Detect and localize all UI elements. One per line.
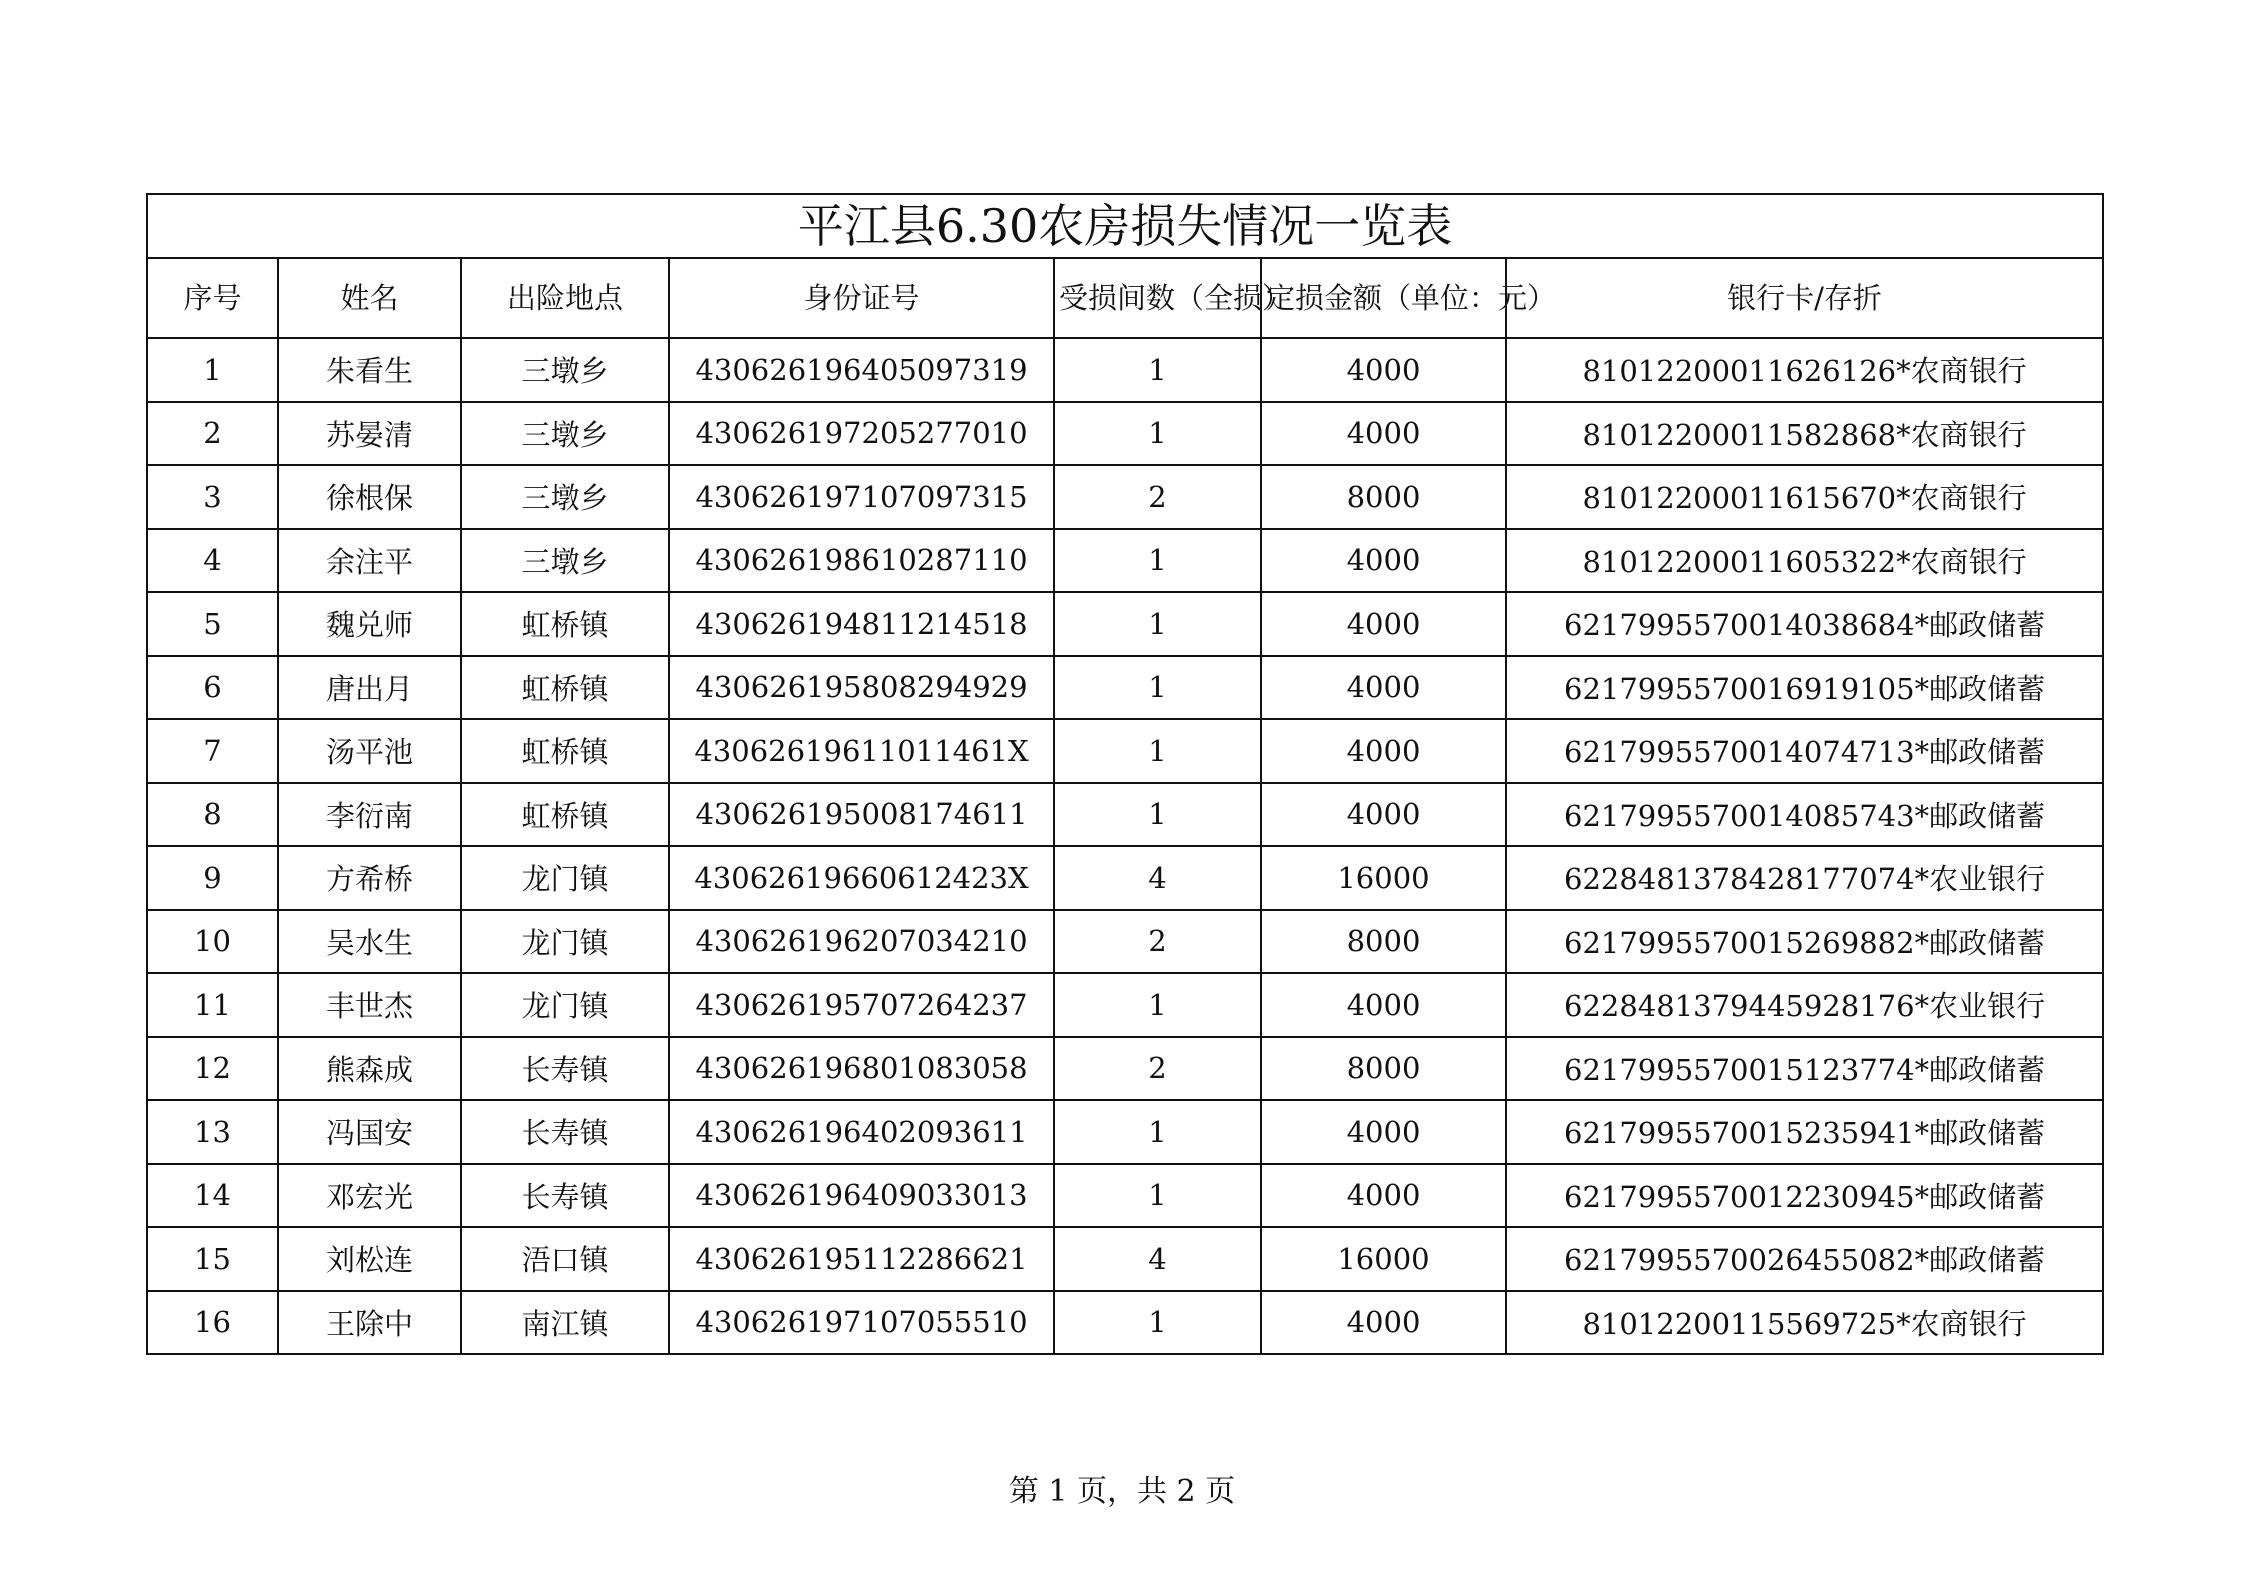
cell-amount: 4000 [1261, 529, 1506, 593]
cell-bank-account: 6217995570014085743*邮政储蓄 [1506, 783, 2103, 847]
cell-index: 15 [147, 1227, 278, 1291]
cell-index: 12 [147, 1037, 278, 1101]
cell-location: 三墩乡 [461, 402, 669, 466]
cell-index: 4 [147, 529, 278, 593]
cell-name: 吴水生 [278, 910, 461, 974]
cell-index: 16 [147, 1291, 278, 1355]
cell-damaged-rooms: 4 [1054, 846, 1261, 910]
cell-damaged-rooms: 4 [1054, 1227, 1261, 1291]
cell-bank-account: 6217995570014038684*邮政储蓄 [1506, 592, 2103, 656]
cell-amount: 16000 [1261, 1227, 1506, 1291]
cell-amount: 4000 [1261, 783, 1506, 847]
cell-location: 三墩乡 [461, 529, 669, 593]
cell-damaged-rooms: 1 [1054, 973, 1261, 1037]
cell-amount: 4000 [1261, 1164, 1506, 1228]
cell-bank-account: 81012200115569725*农商银行 [1506, 1291, 2103, 1355]
cell-damaged-rooms: 1 [1054, 338, 1261, 402]
cell-id-number: 430626197107055510 [669, 1291, 1054, 1355]
col-header-damaged-rooms: 受损间数（全损） [1054, 258, 1261, 338]
cell-amount: 4000 [1261, 1100, 1506, 1164]
cell-location: 三墩乡 [461, 338, 669, 402]
cell-location: 龙门镇 [461, 846, 669, 910]
cell-name: 唐出月 [278, 656, 461, 720]
cell-id-number: 430626194811214518 [669, 592, 1054, 656]
cell-amount: 4000 [1261, 973, 1506, 1037]
cell-bank-account: 6217995570026455082*邮政储蓄 [1506, 1227, 2103, 1291]
cell-location: 龙门镇 [461, 910, 669, 974]
cell-damaged-rooms: 1 [1054, 1291, 1261, 1355]
cell-index: 9 [147, 846, 278, 910]
cell-location: 虹桥镇 [461, 719, 669, 783]
cell-name: 丰世杰 [278, 973, 461, 1037]
cell-bank-account: 81012200011582868*农商银行 [1506, 402, 2103, 466]
cell-index: 8 [147, 783, 278, 847]
cell-bank-account: 6217995570015123774*邮政储蓄 [1506, 1037, 2103, 1101]
cell-amount: 4000 [1261, 1291, 1506, 1355]
cell-bank-account: 81012200011626126*农商银行 [1506, 338, 2103, 402]
cell-damaged-rooms: 1 [1054, 656, 1261, 720]
cell-index: 5 [147, 592, 278, 656]
cell-bank-account: 81012200011605322*农商银行 [1506, 529, 2103, 593]
cell-location: 虹桥镇 [461, 592, 669, 656]
cell-amount: 8000 [1261, 1037, 1506, 1101]
table-row [147, 783, 2103, 847]
cell-index: 2 [147, 402, 278, 466]
table-row [147, 1037, 2103, 1101]
cell-location: 南江镇 [461, 1291, 669, 1355]
cell-damaged-rooms: 1 [1054, 592, 1261, 656]
cell-amount: 8000 [1261, 910, 1506, 974]
cell-damaged-rooms: 1 [1054, 1164, 1261, 1228]
cell-amount: 4000 [1261, 402, 1506, 466]
table-row [147, 1291, 2103, 1355]
cell-location: 龙门镇 [461, 973, 669, 1037]
cell-id-number: 430626195112286621 [669, 1227, 1054, 1291]
cell-bank-account: 81012200011615670*农商银行 [1506, 465, 2103, 529]
table-row [147, 338, 2103, 402]
table-body [147, 338, 2103, 1354]
cell-location: 长寿镇 [461, 1037, 669, 1101]
cell-name: 朱看生 [278, 338, 461, 402]
table-title: 平江县6.30农房损失情况一览表 [147, 194, 2103, 258]
table-row [147, 465, 2103, 529]
table-row [147, 973, 2103, 1037]
cell-name: 邓宏光 [278, 1164, 461, 1228]
table-row [147, 910, 2103, 974]
cell-index: 7 [147, 719, 278, 783]
col-header-location: 出险地点 [461, 258, 669, 338]
cell-id-number: 430626197205277010 [669, 402, 1054, 466]
cell-index: 13 [147, 1100, 278, 1164]
cell-name: 魏兑师 [278, 592, 461, 656]
cell-name: 冯国安 [278, 1100, 461, 1164]
cell-name: 苏晏清 [278, 402, 461, 466]
cell-location: 虹桥镇 [461, 783, 669, 847]
cell-index: 3 [147, 465, 278, 529]
table-row [147, 1100, 2103, 1164]
cell-damaged-rooms: 2 [1054, 910, 1261, 974]
cell-amount: 4000 [1261, 592, 1506, 656]
cell-id-number: 43062619660612423X [669, 846, 1054, 910]
cell-id-number: 430626196801083058 [669, 1037, 1054, 1101]
cell-damaged-rooms: 2 [1054, 1037, 1261, 1101]
cell-name: 王除中 [278, 1291, 461, 1355]
table-row [147, 846, 2103, 910]
table-row [147, 402, 2103, 466]
table-row [147, 592, 2103, 656]
table-row [147, 719, 2103, 783]
cell-id-number: 430626196402093611 [669, 1100, 1054, 1164]
cell-bank-account: 6217995570012230945*邮政储蓄 [1506, 1164, 2103, 1228]
cell-bank-account: 6217995570015269882*邮政储蓄 [1506, 910, 2103, 974]
cell-id-number: 430626195808294929 [669, 656, 1054, 720]
cell-id-number: 430626195707264237 [669, 973, 1054, 1037]
cell-amount: 8000 [1261, 465, 1506, 529]
cell-bank-account: 6228481378428177074*农业银行 [1506, 846, 2103, 910]
cell-amount: 4000 [1261, 719, 1506, 783]
cell-amount: 4000 [1261, 656, 1506, 720]
cell-bank-account: 6228481379445928176*农业银行 [1506, 973, 2103, 1037]
col-header-amount: 定损金额（单位：元） [1261, 258, 1506, 338]
cell-bank-account: 6217995570015235941*邮政储蓄 [1506, 1100, 2103, 1164]
col-header-name: 姓名 [278, 258, 461, 338]
header-row [147, 258, 2103, 338]
cell-id-number: 430626195008174611 [669, 783, 1054, 847]
table-row [147, 1164, 2103, 1228]
cell-location: 长寿镇 [461, 1100, 669, 1164]
cell-name: 汤平池 [278, 719, 461, 783]
cell-damaged-rooms: 1 [1054, 1100, 1261, 1164]
table-row [147, 1227, 2103, 1291]
cell-amount: 4000 [1261, 338, 1506, 402]
col-header-bank-account: 银行卡/存折 [1506, 258, 2103, 338]
cell-bank-account: 6217995570016919105*邮政储蓄 [1506, 656, 2103, 720]
cell-name: 方希桥 [278, 846, 461, 910]
cell-name: 余注平 [278, 529, 461, 593]
col-header-id-number: 身份证号 [669, 258, 1054, 338]
cell-name: 徐根保 [278, 465, 461, 529]
cell-index: 11 [147, 973, 278, 1037]
cell-id-number: 430626196405097319 [669, 338, 1054, 402]
cell-index: 10 [147, 910, 278, 974]
cell-damaged-rooms: 1 [1054, 719, 1261, 783]
cell-id-number: 430626196409033013 [669, 1164, 1054, 1228]
cell-index: 14 [147, 1164, 278, 1228]
cell-id-number: 430626196207034210 [669, 910, 1054, 974]
cell-amount: 16000 [1261, 846, 1506, 910]
col-header-index: 序号 [147, 258, 278, 338]
cell-location: 虹桥镇 [461, 656, 669, 720]
cell-damaged-rooms: 1 [1054, 529, 1261, 593]
cell-id-number: 430626197107097315 [669, 465, 1054, 529]
cell-name: 熊森成 [278, 1037, 461, 1101]
cell-damaged-rooms: 1 [1054, 402, 1261, 466]
cell-location: 长寿镇 [461, 1164, 669, 1228]
cell-name: 刘松连 [278, 1227, 461, 1291]
cell-index: 1 [147, 338, 278, 402]
title-row [147, 194, 2103, 258]
cell-damaged-rooms: 2 [1054, 465, 1261, 529]
table-row [147, 656, 2103, 720]
cell-name: 李衍南 [278, 783, 461, 847]
table-row [147, 529, 2103, 593]
cell-location: 三墩乡 [461, 465, 669, 529]
cell-id-number: 430626198610287110 [669, 529, 1054, 593]
page-number: 第 1 页，共 2 页 [1008, 1474, 1236, 1509]
cell-damaged-rooms: 1 [1054, 783, 1261, 847]
cell-index: 6 [147, 656, 278, 720]
damage-table [146, 193, 2104, 1355]
cell-bank-account: 6217995570014074713*邮政储蓄 [1506, 719, 2103, 783]
cell-location: 浯口镇 [461, 1227, 669, 1291]
cell-id-number: 43062619611011461X [669, 719, 1054, 783]
